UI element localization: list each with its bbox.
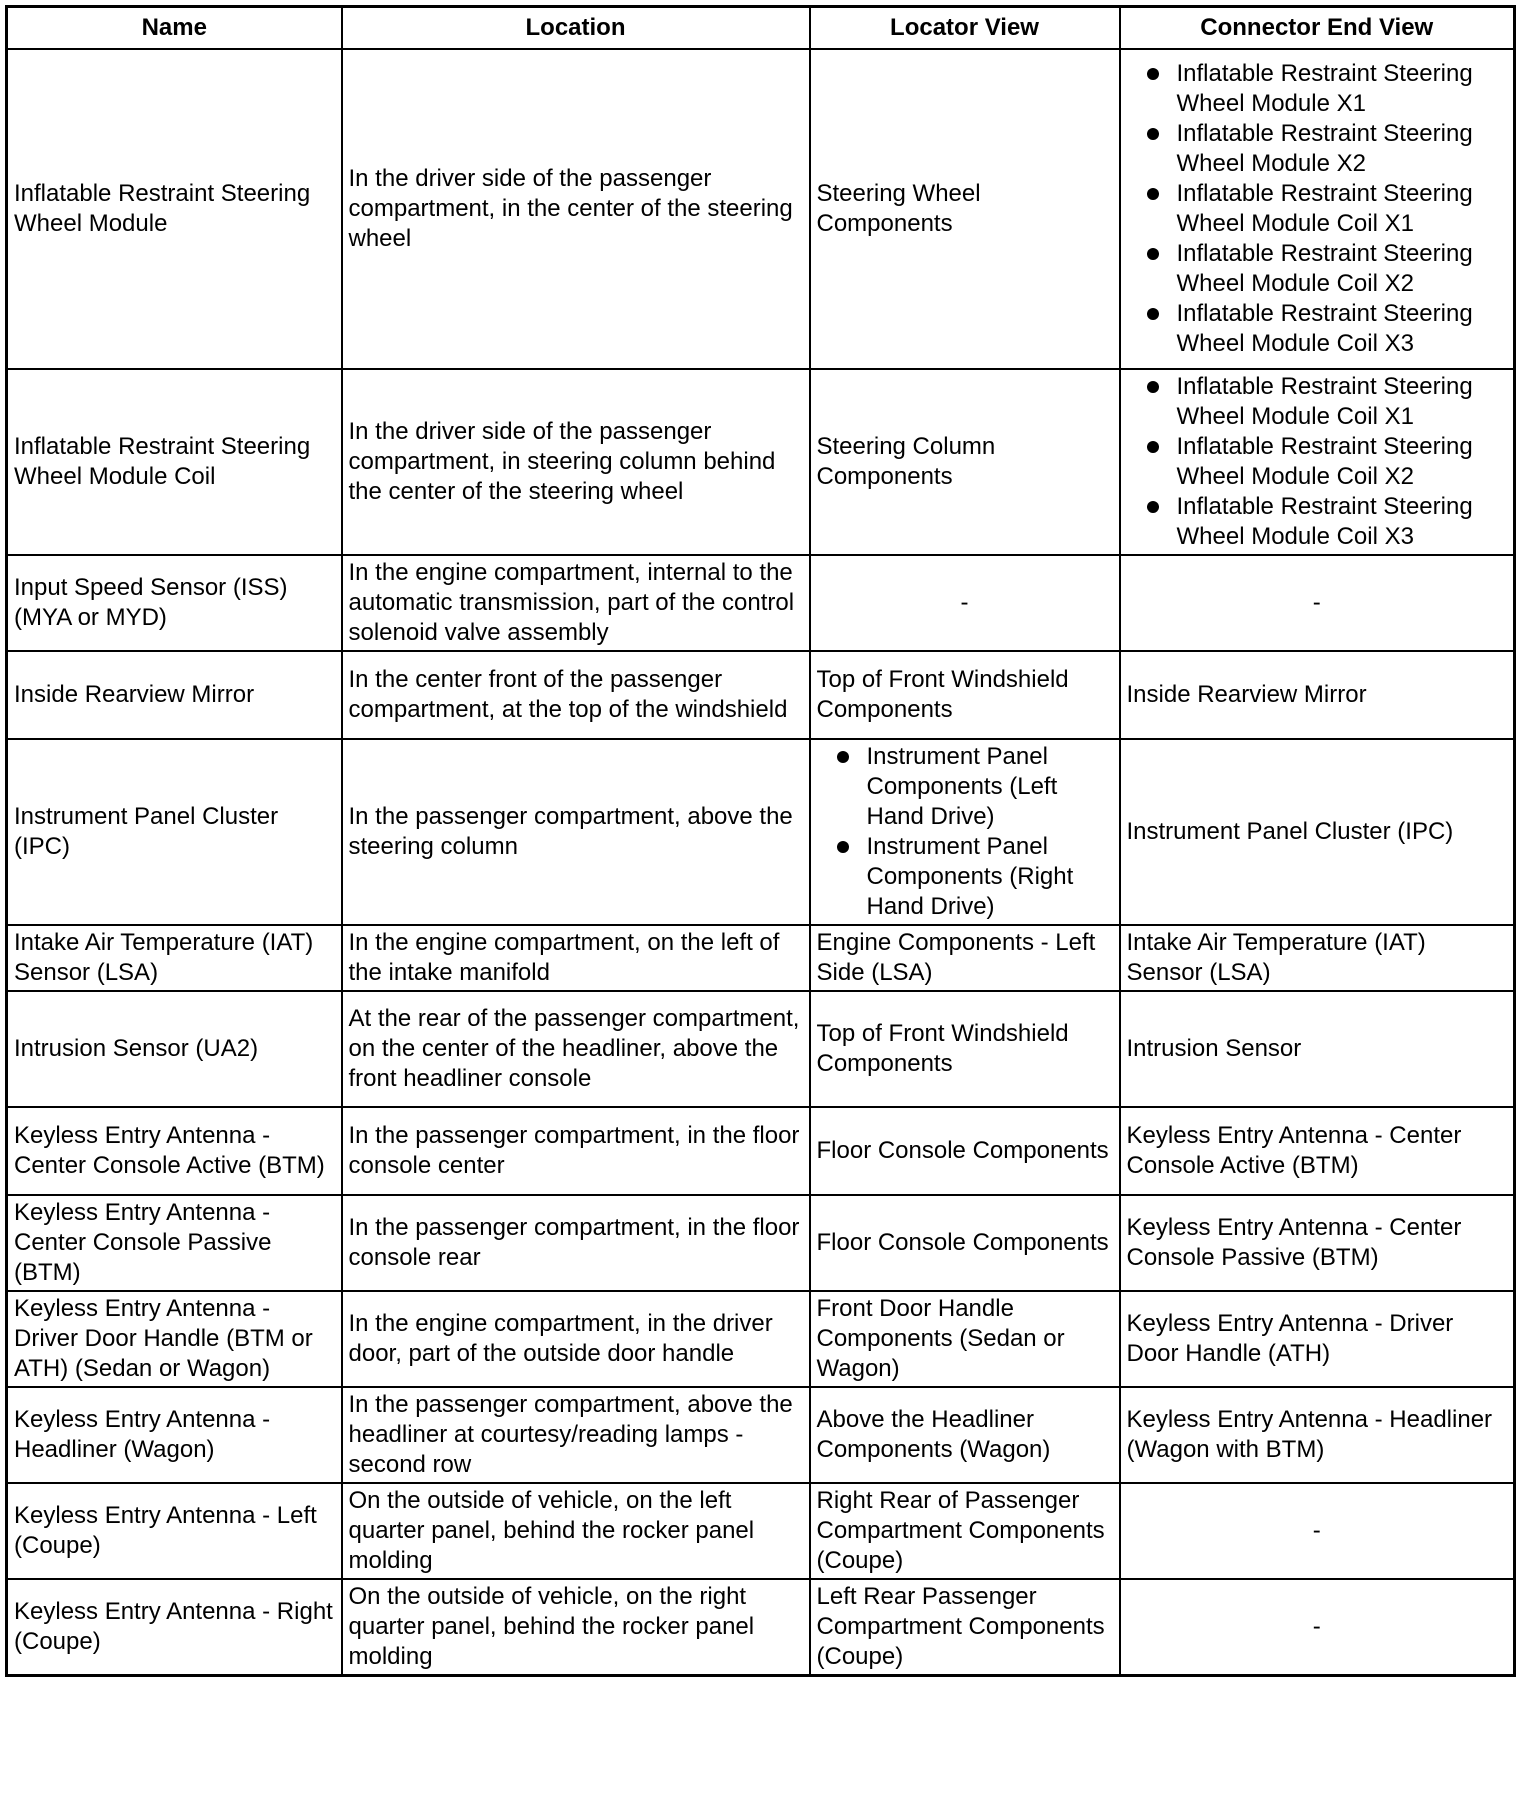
cell-name: Inside Rearview Mirror <box>7 651 342 739</box>
table-row <box>7 369 1515 555</box>
cell-locator-view: Right Rear of Passenger Compartment Components (Coupe) <box>810 1483 1120 1579</box>
cell-locator-view: - <box>810 555 1120 651</box>
cell-connector-end-view: - <box>1120 1579 1515 1676</box>
cell-connector-end-view: Keyless Entry Antenna - Center Console Passive (BTM) <box>1120 1195 1515 1291</box>
cell-locator-view: Above the Headliner Components (Wagon) <box>810 1387 1120 1483</box>
cell-name: Intake Air Temperature (IAT) Sensor (LSA) <box>7 925 342 991</box>
cell-connector-end-view: Intrusion Sensor <box>1120 991 1515 1107</box>
table-row <box>7 925 1515 991</box>
table-row <box>7 1107 1515 1195</box>
cell-locator-view: Steering Wheel Components <box>810 49 1120 369</box>
bullet-item: Inflatable Restraint Steering Wheel Module X2 <box>1127 119 1508 179</box>
cell-connector-end-view: Keyless Entry Antenna - Center Console Active (BTM) <box>1120 1107 1515 1195</box>
cell-locator-view: Left Rear Passenger Compartment Components (Coupe) <box>810 1579 1120 1676</box>
cell-connector-end-view: Inside Rearview Mirror <box>1120 651 1515 739</box>
cell-locator-view: Steering Column Components <box>810 369 1120 555</box>
cell-connector-end-view: Keyless Entry Antenna - Driver Door Handle (ATH) <box>1120 1291 1515 1387</box>
cell-location: In the passenger compartment, in the floor console rear <box>342 1195 810 1291</box>
cell-connector-end-view: - <box>1120 555 1515 651</box>
cell-name: Keyless Entry Antenna - Headliner (Wagon) <box>7 1387 342 1483</box>
cell-locator-view: Floor Console Components <box>810 1195 1120 1291</box>
cell-connector-end-view: - <box>1120 1483 1515 1579</box>
cell-name: Input Speed Sensor (ISS) (MYA or MYD) <box>7 555 342 651</box>
bullet-item: Inflatable Restraint Steering Wheel Module Coil X3 <box>1127 299 1508 359</box>
bullet-list <box>1127 372 1508 552</box>
cell-location: In the driver side of the passenger compartment, in steering column behind the center of the steering wheel <box>342 369 810 555</box>
cell-locator-view: Floor Console Components <box>810 1107 1120 1195</box>
cell-connector-end-view: Keyless Entry Antenna - Headliner (Wagon with BTM) <box>1120 1387 1515 1483</box>
cell-name: Keyless Entry Antenna - Left (Coupe) <box>7 1483 342 1579</box>
component-locator-table <box>5 5 1516 1677</box>
cell-name: Intrusion Sensor (UA2) <box>7 991 342 1107</box>
cell-name: Inflatable Restraint Steering Wheel Module <box>7 49 342 369</box>
cell-location: In the passenger compartment, in the floor console center <box>342 1107 810 1195</box>
cell-connector-end-view: Instrument Panel Cluster (IPC) <box>1120 739 1515 925</box>
table-row <box>7 555 1515 651</box>
table-row <box>7 991 1515 1107</box>
cell-location: At the rear of the passenger compartment, on the center of the headliner, above the front headliner console <box>342 991 810 1107</box>
table-row <box>7 1579 1515 1676</box>
bullet-item: Inflatable Restraint Steering Wheel Module X1 <box>1127 59 1508 119</box>
bullet-item: Inflatable Restraint Steering Wheel Module Coil X1 <box>1127 372 1508 432</box>
table-row <box>7 49 1515 369</box>
cell-name: Keyless Entry Antenna - Driver Door Handle (BTM or ATH) (Sedan or Wagon) <box>7 1291 342 1387</box>
cell-connector-end-view <box>1120 369 1515 555</box>
table-row <box>7 739 1515 925</box>
cell-location: In the engine compartment, internal to the automatic transmission, part of the control solenoid valve assembly <box>342 555 810 651</box>
cell-connector-end-view: Intake Air Temperature (IAT) Sensor (LSA) <box>1120 925 1515 991</box>
bullet-list <box>1127 59 1508 359</box>
cell-location: In the passenger compartment, above the headliner at courtesy/reading lamps - second row <box>342 1387 810 1483</box>
bullet-item: Inflatable Restraint Steering Wheel Module Coil X1 <box>1127 179 1508 239</box>
cell-location: In the center front of the passenger compartment, at the top of the windshield <box>342 651 810 739</box>
cell-connector-end-view <box>1120 49 1515 369</box>
cell-locator-view: Top of Front Windshield Components <box>810 651 1120 739</box>
cell-locator-view: Engine Components - Left Side (LSA) <box>810 925 1120 991</box>
header-name: Name <box>7 7 342 50</box>
cell-location: On the outside of vehicle, on the left quarter panel, behind the rocker panel molding <box>342 1483 810 1579</box>
cell-location: On the outside of vehicle, on the right quarter panel, behind the rocker panel molding <box>342 1579 810 1676</box>
cell-location: In the engine compartment, in the driver door, part of the outside door handle <box>342 1291 810 1387</box>
bullet-list <box>817 742 1113 922</box>
cell-location: In the driver side of the passenger compartment, in the center of the steering wheel <box>342 49 810 369</box>
cell-locator-view: Top of Front Windshield Components <box>810 991 1120 1107</box>
table-row <box>7 651 1515 739</box>
cell-name: Keyless Entry Antenna - Center Console Passive (BTM) <box>7 1195 342 1291</box>
table-header-row <box>7 7 1515 50</box>
header-connector-end-view: Connector End View <box>1120 7 1515 50</box>
table-row <box>7 1483 1515 1579</box>
cell-location: In the engine compartment, on the left of the intake manifold <box>342 925 810 991</box>
cell-name: Inflatable Restraint Steering Wheel Module Coil <box>7 369 342 555</box>
cell-name: Instrument Panel Cluster (IPC) <box>7 739 342 925</box>
cell-location: In the passenger compartment, above the steering column <box>342 739 810 925</box>
table-row <box>7 1387 1515 1483</box>
bullet-item: Instrument Panel Components (Right Hand Drive) <box>817 832 1113 922</box>
cell-locator-view: Front Door Handle Components (Sedan or Wagon) <box>810 1291 1120 1387</box>
cell-name: Keyless Entry Antenna - Right (Coupe) <box>7 1579 342 1676</box>
component-locator-page <box>5 5 1513 1677</box>
cell-locator-view <box>810 739 1120 925</box>
bullet-item: Inflatable Restraint Steering Wheel Module Coil X2 <box>1127 239 1508 299</box>
bullet-item: Inflatable Restraint Steering Wheel Module Coil X2 <box>1127 432 1508 492</box>
table-body <box>7 49 1515 1676</box>
table-row <box>7 1291 1515 1387</box>
header-location: Location <box>342 7 810 50</box>
table-row <box>7 1195 1515 1291</box>
cell-name: Keyless Entry Antenna - Center Console Active (BTM) <box>7 1107 342 1195</box>
bullet-item: Instrument Panel Components (Left Hand Drive) <box>817 742 1113 832</box>
header-locator-view: Locator View <box>810 7 1120 50</box>
bullet-item: Inflatable Restraint Steering Wheel Module Coil X3 <box>1127 492 1508 552</box>
